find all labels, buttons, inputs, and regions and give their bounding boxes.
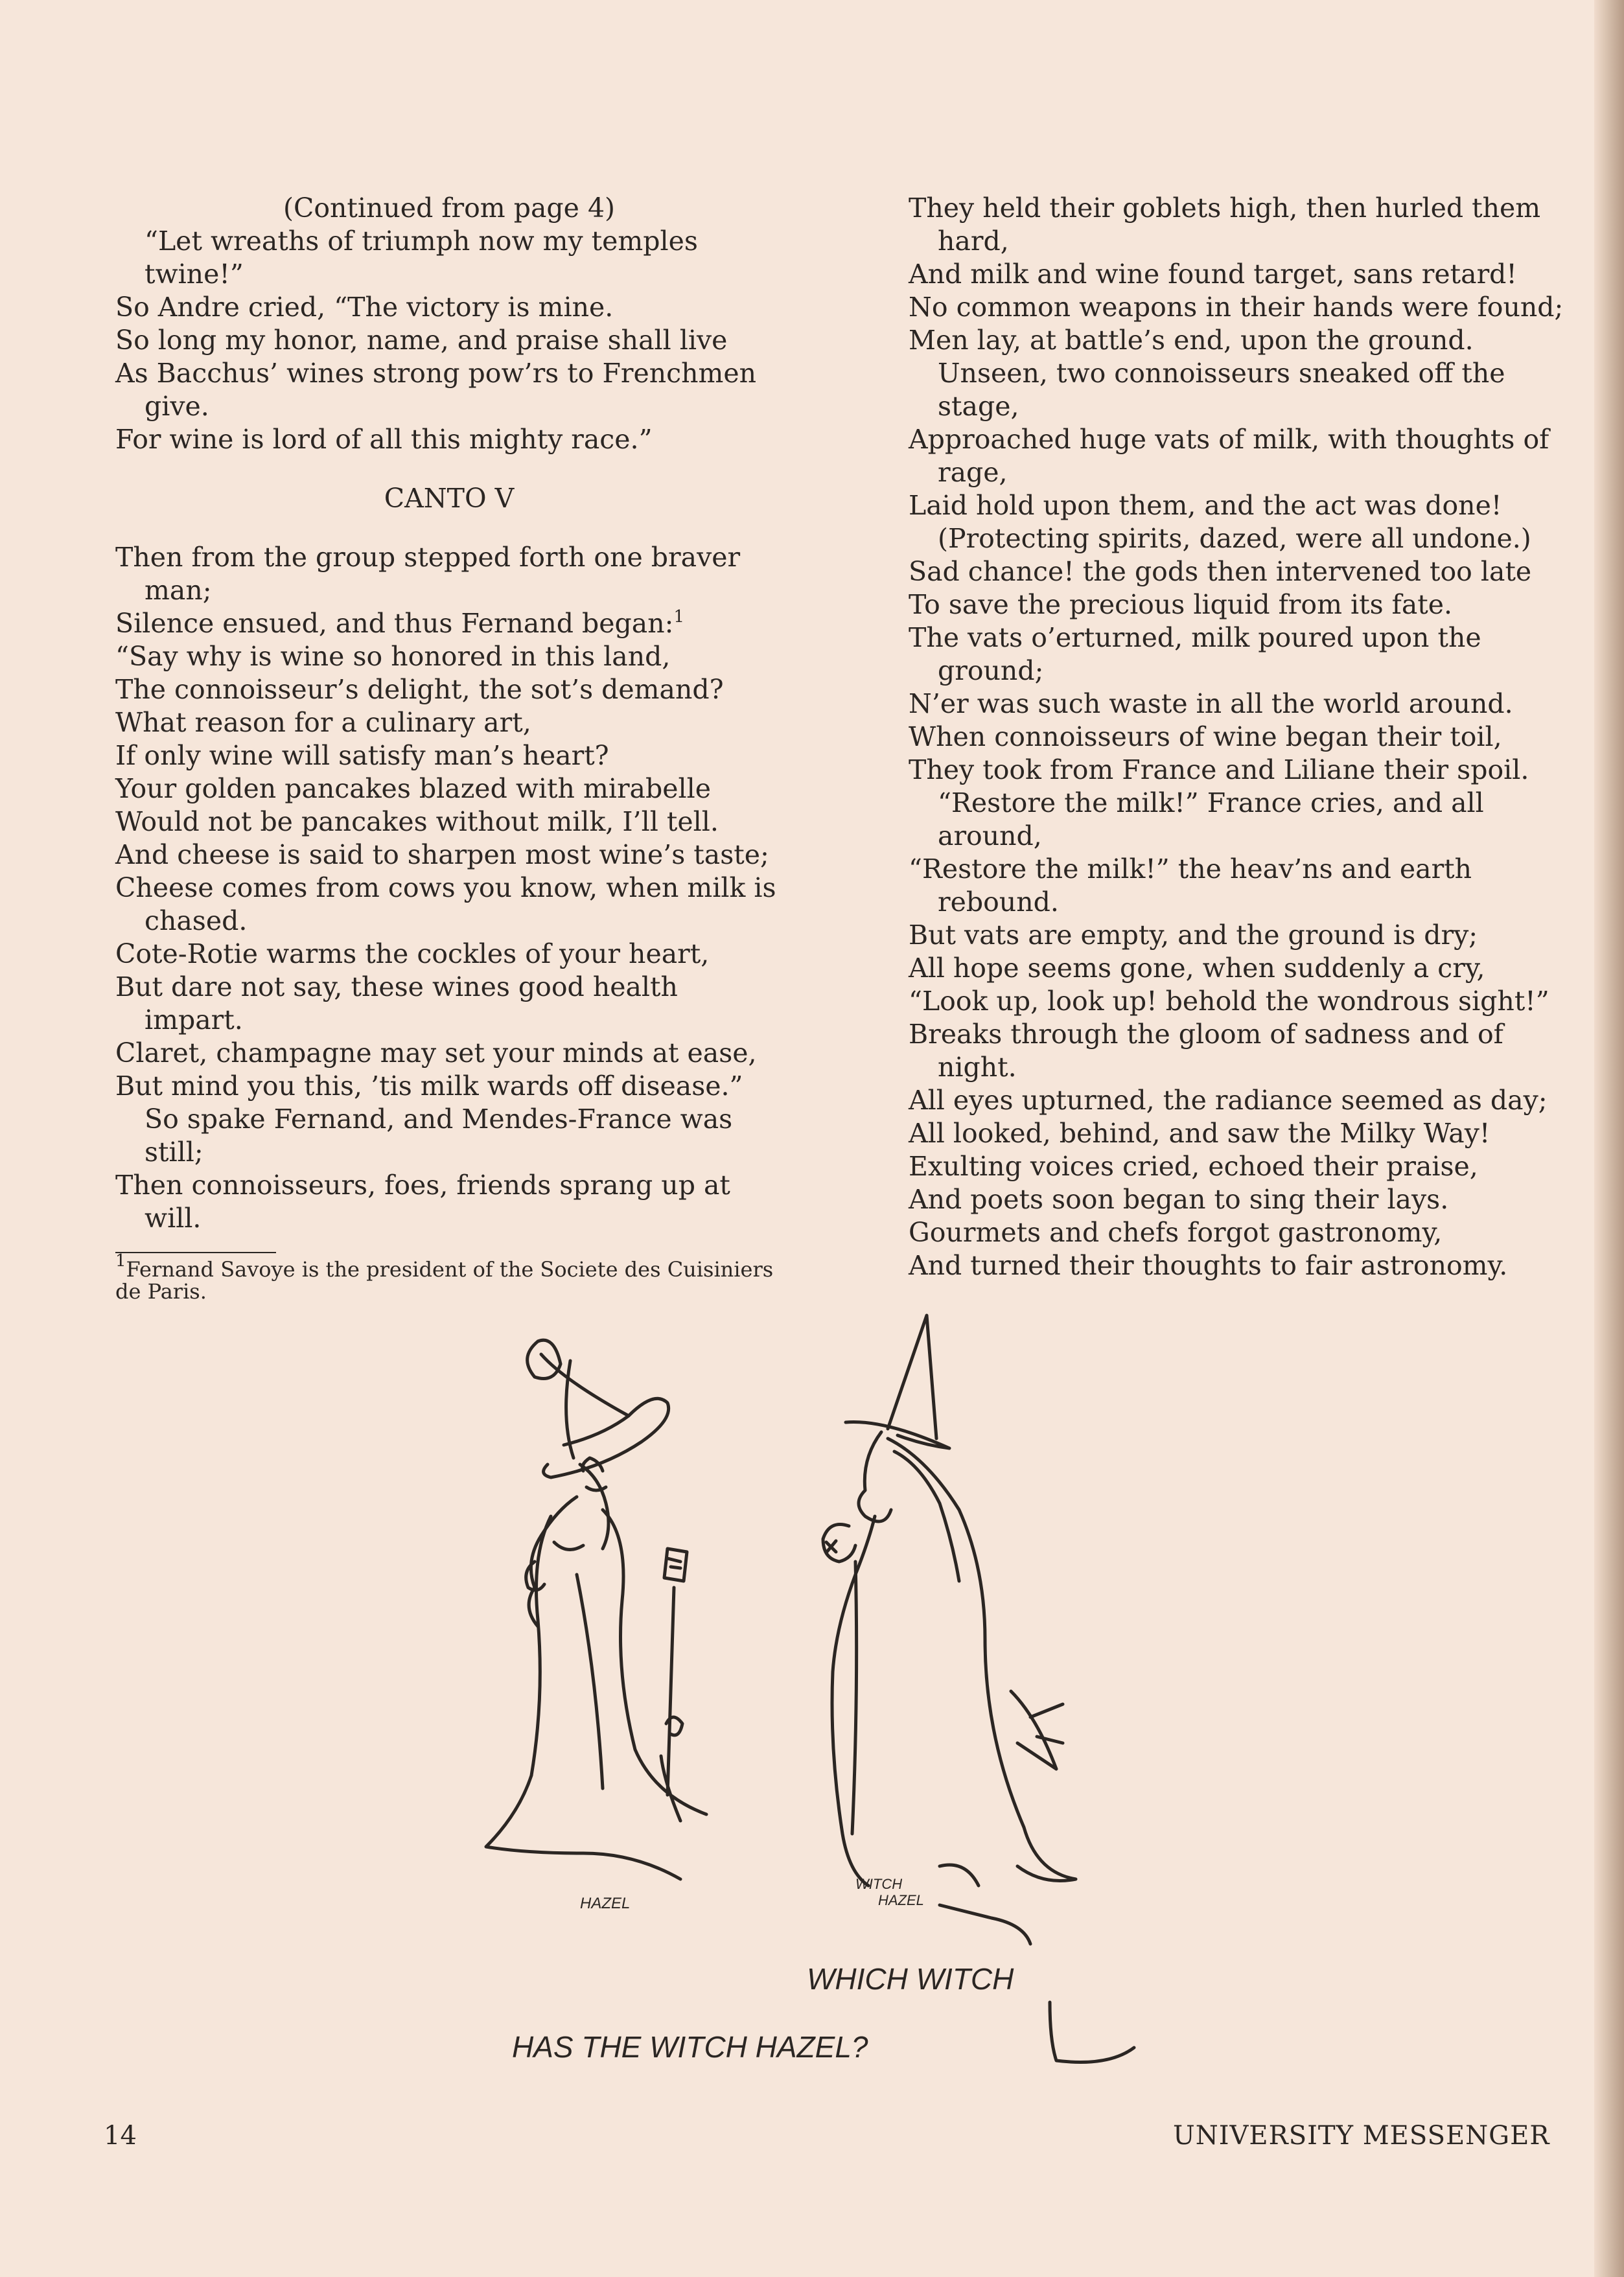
- poem-line: As Bacchus’ wines strong pow’rs to Frenchmen give.: [115, 358, 757, 422]
- poem-line: But dare not say, these wines good health impart.: [115, 971, 678, 1035]
- poem-line: They held their goblets high, then hurled them hard,: [909, 192, 1541, 257]
- poem-line: If only wine will satisfy man’s heart?: [115, 740, 609, 771]
- poem-line: But mind you this, ’tis milk wards off disease.”: [115, 1070, 743, 1102]
- page-binding-edge: [1594, 0, 1624, 2277]
- poem-line: And cheese is said to sharpen most wine’s taste;: [115, 839, 769, 870]
- poem-line: All hope seems gone, when suddenly a cry,: [909, 953, 1485, 984]
- poem-line: Cote-Rotie warms the cockles of your heart,: [115, 938, 710, 969]
- right-column: [909, 192, 1580, 1282]
- poem-line: Exulting voices cried, echoed their praise,: [909, 1151, 1478, 1182]
- poem-line: So Andre cried, “The victory is mine.: [115, 292, 614, 323]
- witch-cartoon: [473, 1302, 1205, 2080]
- poem-line: Men lay, at battle’s end, upon the ground.: [909, 325, 1474, 356]
- left-column: [115, 192, 783, 1302]
- poem-line: For wine is lord of all this mighty race.”: [115, 424, 653, 455]
- poem-line: “Restore the milk!” the heav’ns and earth rebound.: [909, 853, 1472, 918]
- poem-line: So long my honor, name, and praise shall live: [115, 325, 728, 356]
- poem-line-text: Silence ensued, and thus Fernand began:: [115, 608, 674, 639]
- poem-line: Then connoisseurs, foes, friends sprang up at will.: [115, 1170, 730, 1234]
- footnote-rule: [115, 1252, 276, 1253]
- poem-line: No common weapons in their hands were found;: [909, 292, 1564, 323]
- poem-line: Then from the group stepped forth one braver man;: [115, 542, 741, 606]
- poem-line: “Say why is wine so honored in this land,: [115, 641, 671, 672]
- footnote-text: Fernand Savoye is the president of the Societe des Cuisiniers de Paris.: [115, 1257, 774, 1304]
- poem-line: Approached huge vats of milk, with thoughts of rage,: [909, 424, 1549, 488]
- poem-line: “Look up, look up! behold the wondrous sight!”: [909, 986, 1549, 1017]
- footnote-marker: 1: [673, 607, 684, 627]
- poem-line: N’er was such waste in all the world around.: [909, 688, 1513, 719]
- old-witch-label-line-2: HAZEL: [878, 1892, 924, 1908]
- poem-line: “Restore the milk!” France cries, and all around,: [938, 787, 1484, 851]
- poem-line: The vats o’erturned, milk poured upon the ground;: [909, 622, 1481, 686]
- old-witch-label-line-1: WITCH: [855, 1876, 903, 1892]
- poem-line: And poets soon began to sing their lays.: [909, 1184, 1449, 1215]
- old-witch-figure: [823, 1315, 1076, 1886]
- publication-title: UNIVERSITY MESSENGER: [1173, 2121, 1550, 2151]
- young-witch-figure: [486, 1340, 706, 1879]
- poem-line: Sad chance! the gods then intervened too late: [909, 556, 1532, 587]
- poem-line: All eyes upturned, the radiance seemed as day;: [909, 1085, 1548, 1116]
- young-witch-label: HAZEL: [580, 1895, 631, 1912]
- poem-line: Unseen, two connoisseurs sneaked off the stage,: [938, 358, 1505, 422]
- poem-line: So spake Fernand, and Mendes-France was still;: [145, 1104, 733, 1168]
- poem-line: They took from France and Liliane their spoil.: [909, 754, 1529, 785]
- page-number: 14: [104, 2121, 137, 2151]
- poem-line: Breaks through the gloom of sadness and of night.: [909, 1019, 1503, 1083]
- poem-line: Claret, champagne may set your minds at ease,: [115, 1037, 757, 1069]
- poem-line: (Protecting spirits, dazed, were all undone.): [938, 523, 1531, 554]
- poem-line: Cheese comes from cows you know, when milk is chased.: [115, 872, 776, 936]
- poem-line: Would not be pancakes without milk, I’ll tell.: [115, 806, 719, 837]
- poem-line: Laid hold upon them, and the act was done!: [909, 490, 1502, 521]
- poem-line: But vats are empty, and the ground is dry;: [909, 919, 1478, 951]
- cartoon-caption-line-1: WHICH WITCH: [807, 1962, 1014, 1996]
- poem-line: Gourmets and chefs forgot gastronomy,: [909, 1217, 1443, 1248]
- canto-heading: CANTO V: [384, 483, 515, 514]
- poem-line: And turned their thoughts to fair astronomy.: [909, 1250, 1508, 1281]
- poem-line: When connoisseurs of wine began their toil,: [909, 721, 1502, 752]
- poem-line: Your golden pancakes blazed with mirabelle: [115, 773, 711, 804]
- poem-line: All looked, behind, and saw the Milky Way!: [909, 1118, 1491, 1149]
- footnote-number: 1: [115, 1251, 126, 1271]
- poem-line-with-footnote: [115, 607, 783, 640]
- continued-note: (Continued from page 4): [283, 192, 616, 224]
- poem-line: “Let wreaths of triumph now my temples twine!”: [145, 225, 698, 290]
- poem-line: To save the precious liquid from its fate.: [909, 589, 1453, 620]
- cartoon-caption-line-2: HAS THE WITCH HAZEL?: [512, 2030, 868, 2064]
- poem-line: What reason for a culinary art,: [115, 707, 531, 738]
- footnote: [115, 1251, 783, 1304]
- poem-line: And milk and wine found target, sans retard!: [909, 259, 1517, 290]
- poem-line: The connoisseur’s delight, the sot’s demand?: [115, 674, 724, 705]
